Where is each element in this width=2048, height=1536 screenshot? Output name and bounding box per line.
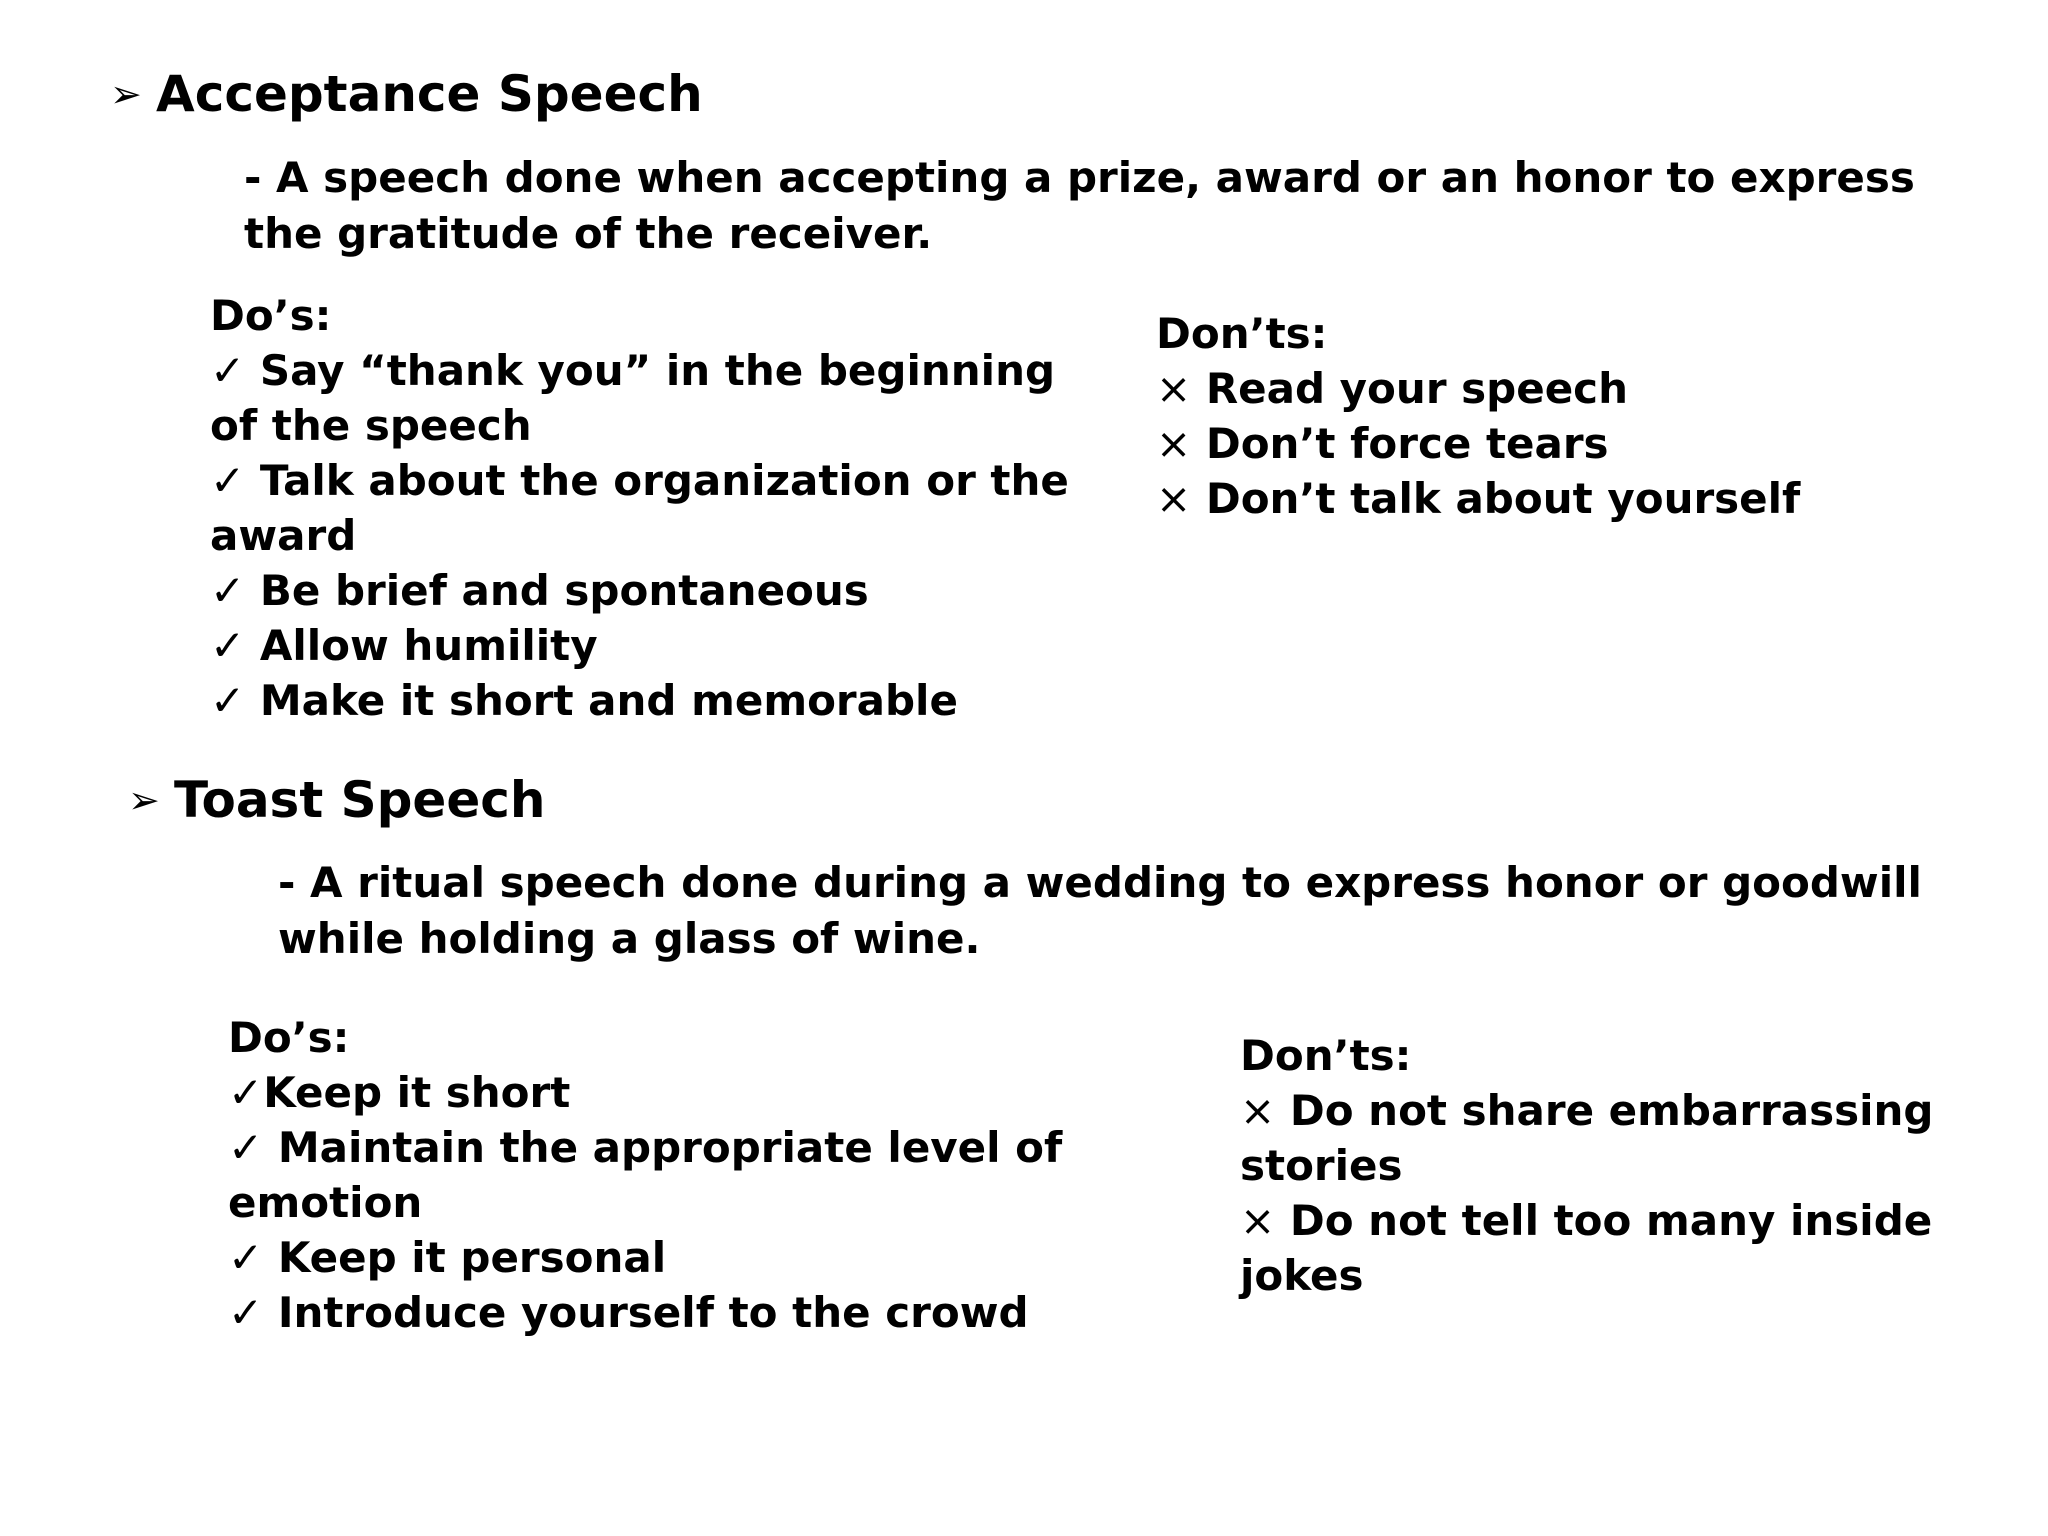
cross-icon: × bbox=[1240, 1086, 1276, 1135]
cross-icon: × bbox=[1156, 419, 1192, 468]
dos-list bbox=[210, 343, 1110, 728]
arrow-bullet-icon: ➢ bbox=[128, 778, 160, 822]
donts-block bbox=[1240, 1028, 2000, 1303]
list-item: ✓ Be brief and spontaneous bbox=[210, 566, 869, 615]
arrow-bullet-icon: ➢ bbox=[110, 72, 142, 116]
donts-list bbox=[1240, 1083, 2000, 1303]
dos-title: Do’s: bbox=[228, 1013, 350, 1062]
list-item: × Do not tell too many inside jokes bbox=[1240, 1196, 1933, 1300]
list-item: ✓ Say “thank you” in the beginning of the speech bbox=[210, 346, 1056, 450]
check-icon: ✓ bbox=[228, 1123, 264, 1172]
dos-title: Do’s: bbox=[210, 291, 332, 340]
cross-icon: × bbox=[1156, 474, 1192, 523]
list-item: ✓ Maintain the appropriate level of emotion bbox=[228, 1123, 1063, 1227]
check-icon: ✓ bbox=[210, 566, 246, 615]
list-item: ✓ Make it short and memorable bbox=[210, 676, 958, 725]
cross-icon: × bbox=[1240, 1196, 1276, 1245]
cross-icon: × bbox=[1156, 364, 1192, 413]
list-item: × Read your speech bbox=[1156, 364, 1628, 413]
check-icon: ✓ bbox=[210, 346, 246, 395]
donts-list bbox=[1156, 361, 1976, 526]
list-item: × Do not share embarrassing stories bbox=[1240, 1086, 1934, 1190]
donts-title: Don’ts: bbox=[1240, 1031, 1412, 1080]
list-item: ✓Keep it short bbox=[228, 1068, 571, 1117]
list-item: ✓ Allow humility bbox=[210, 621, 598, 670]
check-icon: ✓ bbox=[210, 456, 246, 505]
donts-title: Don’ts: bbox=[1156, 309, 1328, 358]
section-title: Acceptance Speech bbox=[156, 65, 703, 123]
section-heading-toast bbox=[128, 770, 545, 830]
list-item: × Don’t talk about yourself bbox=[1156, 474, 1801, 523]
list-item: ✓ Keep it personal bbox=[228, 1233, 667, 1282]
section-definition: - A speech done when accepting a prize, award or an honor to express the gratitude of the receiver. bbox=[244, 153, 1915, 258]
list-item: ✓ Introduce yourself to the crowd bbox=[228, 1288, 1029, 1337]
donts-block bbox=[1156, 306, 1976, 526]
check-icon: ✓ bbox=[228, 1288, 264, 1337]
section-definition: - A ritual speech done during a wedding to express honor or goodwill while holding a glass of wine. bbox=[278, 858, 1922, 963]
list-item: ✓ Talk about the organization or the award bbox=[210, 456, 1069, 560]
dos-block bbox=[210, 288, 1110, 728]
check-icon: ✓ bbox=[228, 1233, 264, 1282]
section-title: Toast Speech bbox=[174, 771, 546, 829]
section-heading-acceptance bbox=[110, 64, 703, 124]
check-icon: ✓ bbox=[228, 1068, 264, 1117]
dos-block bbox=[228, 1010, 1108, 1340]
list-item: × Don’t force tears bbox=[1156, 419, 1609, 468]
check-icon: ✓ bbox=[210, 676, 246, 725]
dos-list bbox=[228, 1065, 1108, 1340]
check-icon: ✓ bbox=[210, 621, 246, 670]
